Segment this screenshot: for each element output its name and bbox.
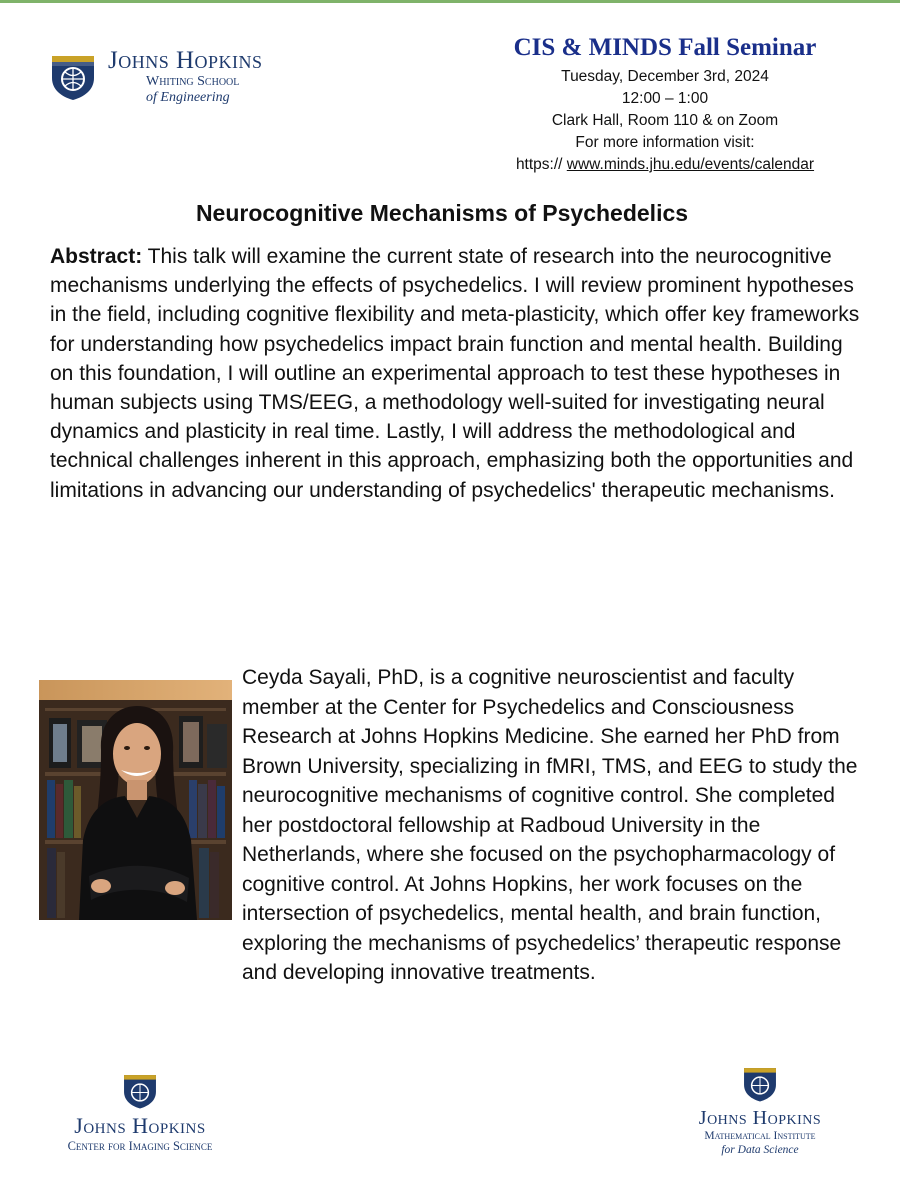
talk-title: Neurocognitive Mechanisms of Psychedelics — [195, 200, 689, 226]
jhu-whiting-school-logo — [48, 42, 318, 112]
speaker-bio: Ceyda Sayali, PhD, is a cognitive neuroscientist and faculty member at the Center for Psychedelics and Consciousness Research at Johns Hopkins Medicine. She earned her PhD from Brown University, specializing in fMRI, TMS, and EEG to study the neurocognitive mechanisms of cognitive control. She completed her postdoctoral fellowship at Radboud University in the Netherlands, where she focused on the psychopharmacology of cognitive control. At Johns Hopkins, her work focuses on the intersection of psychedelics, mental health, and brain function, exploring the mechanisms of psychedelics’ therapeutic response and developing innovative treatments. — [242, 666, 858, 984]
cis-wordmark: Johns Hopkins — [74, 1113, 206, 1138]
speaker-photo — [39, 680, 232, 920]
abstract-text: This talk will examine the current state of research into the neurocognitive mechanisms underlying the effects of psychedelics. I will review prominent hypotheses in the field, including cognitive flexibility and meta-plasticity, which offer key frameworks for understanding how psychedelics impact brain function and mental health. Building on this foundation, I will outline an experimental approach to test these hypotheses in human subjects using TMS/EEG, a methodology well-suited for investigating neural dynamics and plasticity in real time. Lastly, I will address the methodological and technical challenges inherent in this approach, emphasizing both the opportunities and limitations in advancing our understanding of psychedelics' therapeutic mechanisms. — [50, 245, 860, 502]
event-time: 12:00 – 1:00 — [621, 90, 709, 107]
minds-line2: for Data Science — [721, 1144, 799, 1156]
top-border — [0, 0, 900, 3]
url-prefix: https:// — [515, 156, 563, 173]
minds-line1: Mathematical Institute — [704, 1130, 816, 1142]
series-title: CIS & MINDS Fall Seminar — [513, 34, 817, 61]
events-calendar-link[interactable]: www.minds.jhu.edu/events/calendar — [566, 156, 815, 173]
minds-wordmark: Johns Hopkins — [698, 1107, 822, 1129]
abstract-label: Abstract: — [50, 245, 143, 268]
cis-line1: Center for Imaging Science — [67, 1139, 213, 1153]
wse-wordmark: Johns Hopkins — [108, 47, 263, 74]
event-date: Tuesday, December 3rd, 2024 — [561, 68, 769, 85]
info-url-line — [440, 154, 890, 176]
jhu-minds-logo — [670, 1065, 850, 1157]
wse-line1: Whiting School — [146, 74, 240, 89]
jhu-shield-icon — [48, 52, 98, 102]
jhu-center-for-imaging-science-logo — [40, 1072, 240, 1154]
info-label: For more information visit: — [575, 134, 755, 151]
event-location: Clark Hall, Room 110 & on Zoom — [551, 112, 779, 129]
abstract — [50, 242, 860, 505]
jhu-shield-icon — [741, 1065, 779, 1103]
seminar-header — [440, 32, 890, 176]
wse-line2: of Engineering — [146, 90, 230, 105]
jhu-shield-icon — [121, 1072, 159, 1110]
